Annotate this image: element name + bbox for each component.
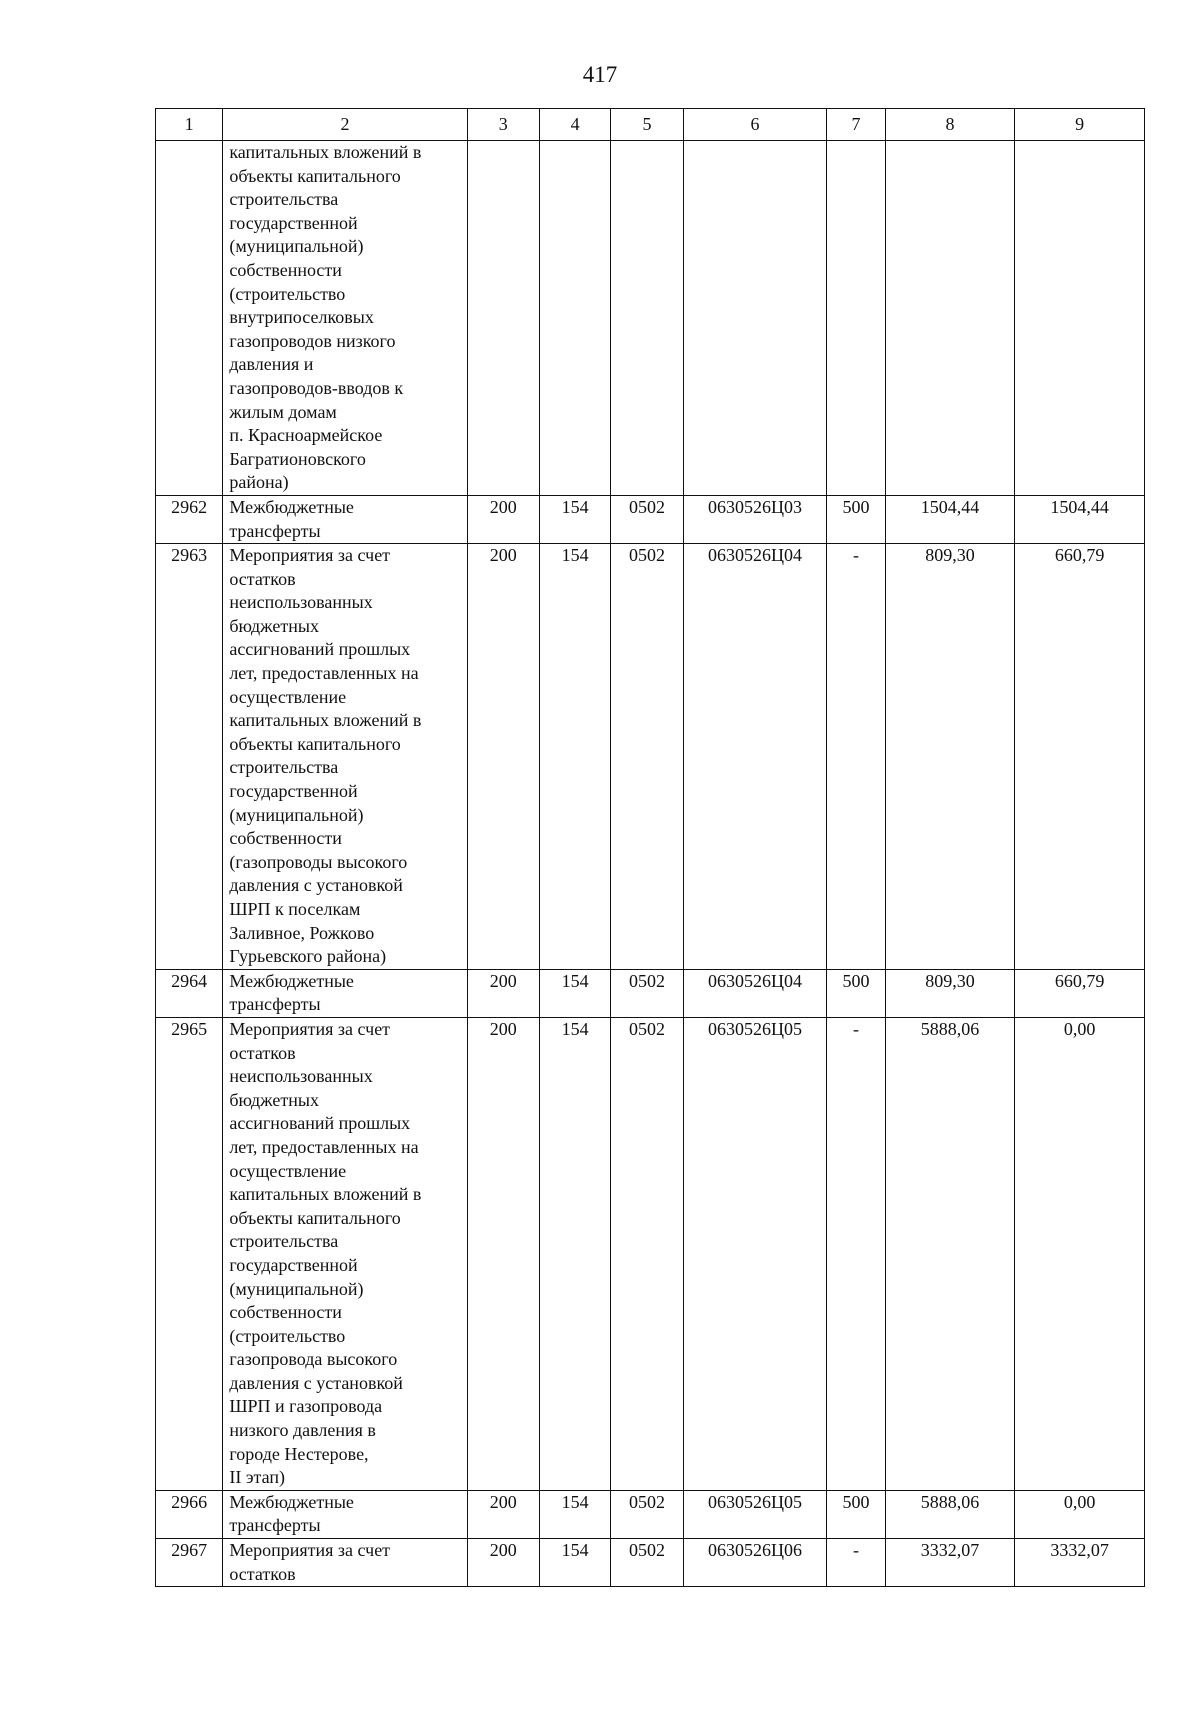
description-line: объекты капитального: [229, 1207, 401, 1228]
cell-code: [683, 141, 827, 496]
cell-description: [223, 969, 467, 1017]
description-line: (муниципальной): [229, 1278, 364, 1299]
cell-col-3: 200: [467, 1490, 539, 1538]
cell-col-4: 154: [539, 1017, 610, 1490]
description-line: капитальных вложений в: [229, 1184, 422, 1205]
table-body: [156, 141, 1145, 1587]
cell-amount-9: 1504,44: [1015, 495, 1145, 543]
cell-code: 0630526Ц05: [683, 1017, 827, 1490]
description-line: ШРП и газопровода: [229, 1396, 383, 1417]
description-line: остатков: [229, 1042, 296, 1063]
cell-amount-8: 3332,07: [885, 1539, 1015, 1587]
page-number: 417: [582, 62, 618, 87]
cell-row-number: 2965: [156, 1017, 223, 1490]
description-line: ассигнований прошлых: [229, 639, 411, 660]
description-line: Мероприятия за счет: [229, 1018, 391, 1039]
cell-col-4: 154: [539, 969, 610, 1017]
cell-col-4: 154: [539, 544, 610, 970]
cell-col-5: [611, 141, 683, 496]
cell-col-7: -: [827, 544, 885, 970]
cell-amount-9: 0,00: [1015, 1490, 1145, 1538]
header-col-8: 8: [885, 109, 1015, 141]
cell-row-number: 2963: [156, 544, 223, 970]
cell-amount-8: 1504,44: [885, 495, 1015, 543]
description-line: объекты капитального: [229, 733, 401, 754]
description-line: неиспользованных: [229, 592, 373, 613]
description-line: государственной: [229, 781, 358, 802]
cell-col-5: 0502: [611, 1017, 683, 1490]
description-line: ассигнований прошлых: [229, 1113, 411, 1134]
description-line: остатков: [229, 568, 296, 589]
description-line: капитальных вложений в: [229, 142, 422, 162]
cell-col-5: 0502: [611, 969, 683, 1017]
description-line: городе Нестерове,: [229, 1443, 369, 1464]
cell-col-5: 0502: [611, 495, 683, 543]
description-line: внутрипоселковых: [229, 307, 374, 328]
description-line: газопроводов-вводов к: [229, 377, 404, 398]
cell-col-3: 200: [467, 495, 539, 543]
description-line: бюджетных: [229, 1089, 319, 1110]
description-line: строительства: [229, 1231, 339, 1252]
cell-code: 0630526Ц03: [683, 495, 827, 543]
description-line: Межбюджетные: [229, 1491, 354, 1512]
cell-col-3: 200: [467, 1539, 539, 1587]
description-line: неиспользованных: [229, 1066, 373, 1087]
header-col-3: 3: [467, 109, 539, 141]
cell-description: [223, 141, 467, 496]
cell-col-7: -: [827, 1539, 885, 1587]
description-line: осуществление: [229, 686, 347, 707]
description-line: низкого давления в: [229, 1420, 376, 1441]
table-row: [156, 495, 1145, 543]
cell-col-4: 154: [539, 1539, 610, 1587]
cell-code: 0630526Ц06: [683, 1539, 827, 1587]
header-col-2: 2: [223, 109, 467, 141]
cell-code: 0630526Ц04: [683, 544, 827, 970]
description-line: трансферты: [229, 1515, 321, 1536]
table-row: [156, 969, 1145, 1017]
cell-row-number: 2966: [156, 1490, 223, 1538]
cell-col-7: [827, 141, 885, 496]
table-header: [156, 109, 1145, 141]
table-row: [156, 1017, 1145, 1490]
cell-amount-9: 660,79: [1015, 969, 1145, 1017]
table-row: [156, 141, 1145, 496]
cell-col-3: [467, 141, 539, 496]
cell-code: 0630526Ц04: [683, 969, 827, 1017]
cell-row-number: 2964: [156, 969, 223, 1017]
description-line: лет, предоставленных на: [229, 663, 419, 684]
cell-amount-8: [885, 141, 1015, 496]
description-line: Межбюджетные: [229, 496, 354, 517]
description-line: давления и: [229, 354, 314, 375]
cell-description: [223, 1490, 467, 1538]
description-line: осуществление: [229, 1160, 347, 1181]
budget-table: [155, 108, 1145, 1587]
cell-amount-9: [1015, 141, 1145, 496]
header-col-9: 9: [1015, 109, 1145, 141]
cell-col-4: 154: [539, 1490, 610, 1538]
description-line: Заливное, Рожково: [229, 922, 375, 943]
description-line: трансферты: [229, 994, 321, 1015]
description-line: бюджетных: [229, 615, 319, 636]
cell-col-5: 0502: [611, 1490, 683, 1538]
description-line: II этап): [229, 1467, 286, 1488]
description-line: Мероприятия за счет: [229, 1540, 391, 1561]
cell-code: 0630526Ц05: [683, 1490, 827, 1538]
header-row: [156, 109, 1145, 141]
description-line: газопровода высокого: [229, 1349, 398, 1370]
cell-col-3: 200: [467, 544, 539, 970]
description-line: трансферты: [229, 520, 321, 541]
description-line: государственной: [229, 1254, 358, 1275]
description-line: Багратионовского: [229, 448, 366, 469]
header-col-1: 1: [156, 109, 223, 141]
description-line: государственной: [229, 212, 358, 233]
cell-amount-9: 3332,07: [1015, 1539, 1145, 1587]
header-col-6: 6: [683, 109, 827, 141]
cell-description: [223, 1539, 467, 1587]
description-line: лет, предоставленных на: [229, 1136, 419, 1157]
description-line: Гурьевского района): [229, 946, 387, 967]
header-col-5: 5: [611, 109, 683, 141]
description-line: жилым домам: [229, 401, 337, 422]
description-line: строительства: [229, 189, 339, 210]
cell-col-4: 154: [539, 495, 610, 543]
cell-description: [223, 495, 467, 543]
cell-row-number: 2962: [156, 495, 223, 543]
description-line: (газопроводы высокого: [229, 851, 408, 872]
cell-description: [223, 1017, 467, 1490]
description-line: собственности: [229, 828, 342, 849]
description-line: (строительство: [229, 1325, 346, 1346]
description-line: Мероприятия за счет: [229, 545, 391, 566]
header-col-7: 7: [827, 109, 885, 141]
cell-amount-8: 809,30: [885, 969, 1015, 1017]
cell-col-7: 500: [827, 1490, 885, 1538]
cell-col-7: 500: [827, 495, 885, 543]
cell-col-7: -: [827, 1017, 885, 1490]
description-line: (муниципальной): [229, 804, 364, 825]
description-line: Межбюджетные: [229, 970, 354, 991]
cell-col-5: 0502: [611, 544, 683, 970]
description-line: района): [229, 472, 289, 493]
cell-col-3: 200: [467, 969, 539, 1017]
description-line: давления с установкой: [229, 875, 403, 896]
table-row: [156, 544, 1145, 970]
cell-amount-9: 0,00: [1015, 1017, 1145, 1490]
cell-description: [223, 544, 467, 970]
table-row: [156, 1490, 1145, 1538]
description-line: остатков: [229, 1563, 296, 1584]
description-line: ШРП к поселкам: [229, 899, 361, 919]
cell-col-3: 200: [467, 1017, 539, 1490]
description-line: объекты капитального: [229, 165, 401, 186]
header-col-4: 4: [539, 109, 610, 141]
description-line: давления с установкой: [229, 1372, 403, 1393]
description-line: собственности: [229, 259, 342, 280]
description-line: строительства: [229, 757, 339, 778]
cell-col-4: [539, 141, 610, 496]
description-line: (строительство: [229, 283, 346, 304]
description-line: п. Красноармейское: [229, 425, 383, 446]
cell-col-5: 0502: [611, 1539, 683, 1587]
cell-amount-8: 809,30: [885, 544, 1015, 970]
description-line: газопроводов низкого: [229, 330, 396, 351]
description-line: капитальных вложений в: [229, 710, 422, 731]
cell-row-number: 2967: [156, 1539, 223, 1587]
description-line: (муниципальной): [229, 236, 364, 257]
cell-amount-8: 5888,06: [885, 1017, 1015, 1490]
cell-row-number: [156, 141, 223, 496]
cell-col-7: 500: [827, 969, 885, 1017]
table-row: [156, 1539, 1145, 1587]
cell-amount-9: 660,79: [1015, 544, 1145, 970]
description-line: собственности: [229, 1302, 342, 1323]
cell-amount-8: 5888,06: [885, 1490, 1015, 1538]
